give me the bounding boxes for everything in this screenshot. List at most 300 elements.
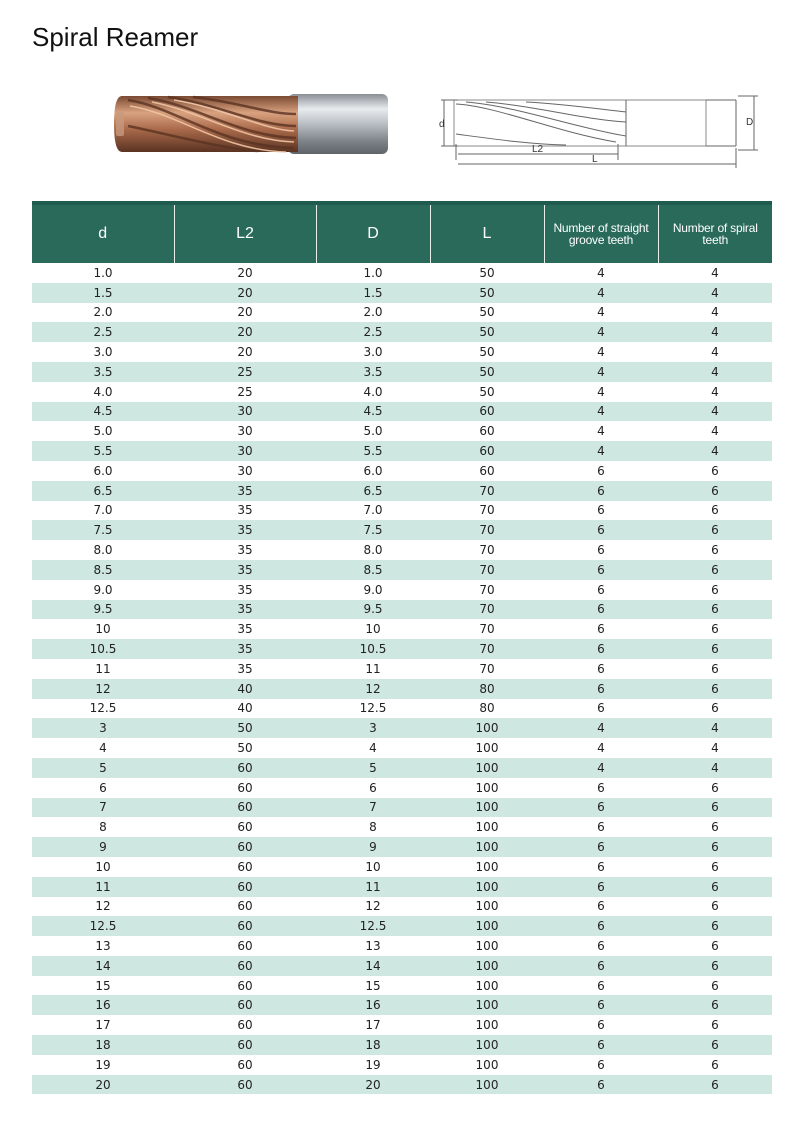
spec-table <box>32 205 772 1094</box>
cell-d: 3.0 <box>32 342 174 362</box>
cell-L2: 20 <box>174 322 316 342</box>
cell-L2: 35 <box>174 580 316 600</box>
table-row <box>32 1075 772 1095</box>
cell-straight-teeth: 6 <box>544 798 658 818</box>
cell-spiral-teeth: 6 <box>658 1035 772 1055</box>
table-row <box>32 738 772 758</box>
spec-table-container <box>32 201 772 1094</box>
table-row <box>32 659 772 679</box>
cell-d: 8.0 <box>32 540 174 560</box>
cell-spiral-teeth: 4 <box>658 342 772 362</box>
cell-D: 15 <box>316 976 430 996</box>
cell-D: 3 <box>316 718 430 738</box>
cell-spiral-teeth: 6 <box>658 798 772 818</box>
cell-spiral-teeth: 6 <box>658 817 772 837</box>
cell-L2: 40 <box>174 679 316 699</box>
cell-D: 17 <box>316 1015 430 1035</box>
cell-straight-teeth: 6 <box>544 520 658 540</box>
cell-d: 14 <box>32 956 174 976</box>
cell-straight-teeth: 6 <box>544 976 658 996</box>
cell-d: 4 <box>32 738 174 758</box>
cell-spiral-teeth: 6 <box>658 639 772 659</box>
table-row <box>32 263 772 283</box>
cell-L2: 60 <box>174 1015 316 1035</box>
cell-L2: 60 <box>174 995 316 1015</box>
cell-L: 70 <box>430 580 544 600</box>
cell-D: 6 <box>316 778 430 798</box>
cell-straight-teeth: 4 <box>544 421 658 441</box>
cell-d: 7 <box>32 798 174 818</box>
table-row <box>32 540 772 560</box>
cell-d: 2.0 <box>32 303 174 323</box>
cell-d: 1.5 <box>32 283 174 303</box>
cell-spiral-teeth: 4 <box>658 382 772 402</box>
table-row <box>32 817 772 837</box>
cell-L: 80 <box>430 679 544 699</box>
cell-L: 100 <box>430 995 544 1015</box>
cell-spiral-teeth: 4 <box>658 758 772 778</box>
cell-d: 4.5 <box>32 402 174 422</box>
cell-L2: 40 <box>174 699 316 719</box>
cell-straight-teeth: 6 <box>544 916 658 936</box>
table-row <box>32 619 772 639</box>
cell-straight-teeth: 6 <box>544 778 658 798</box>
cell-L: 50 <box>430 362 544 382</box>
cell-spiral-teeth: 6 <box>658 679 772 699</box>
table-row <box>32 778 772 798</box>
cell-straight-teeth: 6 <box>544 837 658 857</box>
cell-D: 10 <box>316 857 430 877</box>
cell-straight-teeth: 6 <box>544 956 658 976</box>
cell-straight-teeth: 6 <box>544 1015 658 1035</box>
cell-L: 70 <box>430 560 544 580</box>
cell-d: 3.5 <box>32 362 174 382</box>
cell-L2: 30 <box>174 402 316 422</box>
cell-straight-teeth: 6 <box>544 679 658 699</box>
cell-L: 80 <box>430 699 544 719</box>
cell-d: 12 <box>32 897 174 917</box>
cell-D: 7.5 <box>316 520 430 540</box>
cell-D: 8.5 <box>316 560 430 580</box>
cell-d: 4.0 <box>32 382 174 402</box>
cell-D: 11 <box>316 659 430 679</box>
cell-L2: 35 <box>174 540 316 560</box>
cell-spiral-teeth: 4 <box>658 303 772 323</box>
cell-L: 60 <box>430 441 544 461</box>
cell-spiral-teeth: 6 <box>658 778 772 798</box>
table-row <box>32 758 772 778</box>
cell-D: 2.0 <box>316 303 430 323</box>
cell-d: 10 <box>32 619 174 639</box>
cell-L2: 50 <box>174 738 316 758</box>
table-row <box>32 461 772 481</box>
cell-spiral-teeth: 6 <box>658 520 772 540</box>
header-L: L <box>430 205 544 263</box>
cell-straight-teeth: 4 <box>544 322 658 342</box>
cell-spiral-teeth: 4 <box>658 263 772 283</box>
cell-spiral-teeth: 6 <box>658 659 772 679</box>
cell-L: 50 <box>430 322 544 342</box>
table-row <box>32 897 772 917</box>
cell-D: 9.0 <box>316 580 430 600</box>
cell-L: 50 <box>430 342 544 362</box>
cell-L: 50 <box>430 263 544 283</box>
dim-label-d: d <box>439 119 445 130</box>
cell-D: 5.5 <box>316 441 430 461</box>
cell-L: 60 <box>430 402 544 422</box>
cell-D: 9 <box>316 837 430 857</box>
table-row <box>32 520 772 540</box>
cell-D: 12.5 <box>316 916 430 936</box>
cell-L: 100 <box>430 738 544 758</box>
table-row <box>32 679 772 699</box>
cell-D: 1.0 <box>316 263 430 283</box>
cell-spiral-teeth: 6 <box>658 461 772 481</box>
cell-spiral-teeth: 4 <box>658 441 772 461</box>
cell-L: 70 <box>430 600 544 620</box>
cell-d: 7.5 <box>32 520 174 540</box>
table-row <box>32 402 772 422</box>
cell-spiral-teeth: 4 <box>658 738 772 758</box>
cell-d: 16 <box>32 995 174 1015</box>
cell-d: 2.5 <box>32 322 174 342</box>
cell-spiral-teeth: 6 <box>658 560 772 580</box>
cell-L2: 20 <box>174 342 316 362</box>
cell-spiral-teeth: 6 <box>658 540 772 560</box>
cell-spiral-teeth: 6 <box>658 1075 772 1095</box>
cell-L2: 35 <box>174 659 316 679</box>
cell-D: 6.0 <box>316 461 430 481</box>
cell-L: 70 <box>430 501 544 521</box>
cell-straight-teeth: 6 <box>544 1035 658 1055</box>
table-row <box>32 322 772 342</box>
cell-d: 6 <box>32 778 174 798</box>
cell-spiral-teeth: 4 <box>658 322 772 342</box>
cell-straight-teeth: 6 <box>544 600 658 620</box>
cell-L: 100 <box>430 1055 544 1075</box>
table-row <box>32 303 772 323</box>
cell-L2: 60 <box>174 758 316 778</box>
cell-D: 11 <box>316 877 430 897</box>
cell-D: 2.5 <box>316 322 430 342</box>
cell-D: 12.5 <box>316 699 430 719</box>
cell-L2: 30 <box>174 461 316 481</box>
cell-D: 14 <box>316 956 430 976</box>
table-row <box>32 936 772 956</box>
table-row <box>32 857 772 877</box>
cell-L2: 60 <box>174 817 316 837</box>
table-row <box>32 421 772 441</box>
cell-L: 100 <box>430 1015 544 1035</box>
table-row <box>32 718 772 738</box>
cell-straight-teeth: 6 <box>544 995 658 1015</box>
cell-L: 100 <box>430 817 544 837</box>
cell-L: 70 <box>430 659 544 679</box>
cell-d: 5.5 <box>32 441 174 461</box>
cell-straight-teeth: 6 <box>544 580 658 600</box>
cell-spiral-teeth: 6 <box>658 619 772 639</box>
cell-L: 70 <box>430 520 544 540</box>
cell-d: 10 <box>32 857 174 877</box>
cell-L: 70 <box>430 619 544 639</box>
cell-d: 18 <box>32 1035 174 1055</box>
cell-spiral-teeth: 6 <box>658 600 772 620</box>
table-row <box>32 699 772 719</box>
cell-spiral-teeth: 6 <box>658 481 772 501</box>
header-D: D <box>316 205 430 263</box>
cell-D: 4 <box>316 738 430 758</box>
cell-L: 100 <box>430 1075 544 1095</box>
cell-spiral-teeth: 4 <box>658 718 772 738</box>
cell-d: 1.0 <box>32 263 174 283</box>
cell-L2: 60 <box>174 837 316 857</box>
cell-spiral-teeth: 6 <box>658 580 772 600</box>
cell-L: 100 <box>430 758 544 778</box>
cell-D: 6.5 <box>316 481 430 501</box>
cell-L: 100 <box>430 837 544 857</box>
cell-D: 4.0 <box>316 382 430 402</box>
cell-spiral-teeth: 6 <box>658 976 772 996</box>
cell-d: 12.5 <box>32 916 174 936</box>
cell-L2: 60 <box>174 778 316 798</box>
cell-D: 1.5 <box>316 283 430 303</box>
cell-L: 100 <box>430 718 544 738</box>
cell-d: 12 <box>32 679 174 699</box>
page-title: Spiral Reamer <box>32 22 199 52</box>
cell-D: 5 <box>316 758 430 778</box>
cell-spiral-teeth: 6 <box>658 936 772 956</box>
cell-L2: 35 <box>174 619 316 639</box>
cell-d: 9 <box>32 837 174 857</box>
cell-L2: 35 <box>174 639 316 659</box>
cell-L2: 60 <box>174 877 316 897</box>
table-row <box>32 1015 772 1035</box>
cell-straight-teeth: 4 <box>544 441 658 461</box>
table-row <box>32 956 772 976</box>
cell-straight-teeth: 6 <box>544 1055 658 1075</box>
cell-straight-teeth: 4 <box>544 283 658 303</box>
cell-d: 17 <box>32 1015 174 1035</box>
cell-L2: 35 <box>174 481 316 501</box>
cell-straight-teeth: 6 <box>544 936 658 956</box>
cell-spiral-teeth: 6 <box>658 501 772 521</box>
cell-L2: 30 <box>174 421 316 441</box>
cell-straight-teeth: 6 <box>544 877 658 897</box>
cell-L2: 35 <box>174 501 316 521</box>
table-row <box>32 1035 772 1055</box>
cell-D: 5.0 <box>316 421 430 441</box>
cell-L2: 35 <box>174 600 316 620</box>
cell-spiral-teeth: 6 <box>658 837 772 857</box>
table-row <box>32 580 772 600</box>
header-d: d <box>32 205 174 263</box>
cell-D: 18 <box>316 1035 430 1055</box>
cell-spiral-teeth: 6 <box>658 877 772 897</box>
dim-label-L: L <box>592 154 598 165</box>
cell-D: 10.5 <box>316 639 430 659</box>
cell-D: 3.0 <box>316 342 430 362</box>
cell-L: 50 <box>430 283 544 303</box>
cell-d: 12.5 <box>32 699 174 719</box>
cell-L: 60 <box>430 421 544 441</box>
table-row <box>32 600 772 620</box>
header-L2: L2 <box>174 205 316 263</box>
cell-straight-teeth: 6 <box>544 897 658 917</box>
header-straight-teeth: Number of straight groove teeth <box>544 205 658 263</box>
cell-straight-teeth: 6 <box>544 501 658 521</box>
cell-D: 3.5 <box>316 362 430 382</box>
cell-straight-teeth: 4 <box>544 382 658 402</box>
cell-straight-teeth: 4 <box>544 718 658 738</box>
cell-d: 13 <box>32 936 174 956</box>
table-row <box>32 362 772 382</box>
table-row <box>32 382 772 402</box>
cell-straight-teeth: 6 <box>544 857 658 877</box>
cell-L2: 60 <box>174 976 316 996</box>
table-row <box>32 560 772 580</box>
table-row <box>32 501 772 521</box>
cell-L: 100 <box>430 798 544 818</box>
cell-D: 20 <box>316 1075 430 1095</box>
cell-straight-teeth: 6 <box>544 659 658 679</box>
cell-L2: 60 <box>174 1075 316 1095</box>
cell-d: 6.0 <box>32 461 174 481</box>
cell-straight-teeth: 6 <box>544 461 658 481</box>
cell-spiral-teeth: 4 <box>658 283 772 303</box>
table-row <box>32 798 772 818</box>
cell-L2: 50 <box>174 718 316 738</box>
table-row <box>32 481 772 501</box>
cell-d: 9.5 <box>32 600 174 620</box>
cell-d: 11 <box>32 877 174 897</box>
cell-spiral-teeth: 4 <box>658 362 772 382</box>
table-row <box>32 877 772 897</box>
cell-L2: 60 <box>174 956 316 976</box>
table-row <box>32 995 772 1015</box>
dimension-drawing <box>436 92 766 172</box>
cell-L: 100 <box>430 897 544 917</box>
cell-straight-teeth: 4 <box>544 303 658 323</box>
table-header-row <box>32 205 772 263</box>
cell-straight-teeth: 6 <box>544 1075 658 1095</box>
cell-straight-teeth: 6 <box>544 639 658 659</box>
table-row <box>32 837 772 857</box>
cell-D: 9.5 <box>316 600 430 620</box>
cell-D: 12 <box>316 679 430 699</box>
cell-L2: 60 <box>174 936 316 956</box>
cell-straight-teeth: 4 <box>544 402 658 422</box>
cell-d: 20 <box>32 1075 174 1095</box>
cell-d: 8.5 <box>32 560 174 580</box>
cell-D: 16 <box>316 995 430 1015</box>
cell-L: 100 <box>430 1035 544 1055</box>
cell-L: 50 <box>430 303 544 323</box>
cell-D: 8 <box>316 817 430 837</box>
cell-D: 13 <box>316 936 430 956</box>
cell-D: 8.0 <box>316 540 430 560</box>
cell-straight-teeth: 4 <box>544 758 658 778</box>
cell-L: 50 <box>430 382 544 402</box>
cell-L: 70 <box>430 540 544 560</box>
cell-d: 5.0 <box>32 421 174 441</box>
cell-L: 100 <box>430 857 544 877</box>
cell-L: 100 <box>430 916 544 936</box>
cell-straight-teeth: 6 <box>544 540 658 560</box>
cell-straight-teeth: 6 <box>544 817 658 837</box>
table-row <box>32 441 772 461</box>
cell-D: 19 <box>316 1055 430 1075</box>
cell-L2: 20 <box>174 263 316 283</box>
cell-d: 7.0 <box>32 501 174 521</box>
cell-d: 10.5 <box>32 639 174 659</box>
cell-d: 3 <box>32 718 174 738</box>
cell-d: 15 <box>32 976 174 996</box>
cell-L2: 60 <box>174 1035 316 1055</box>
cell-spiral-teeth: 4 <box>658 421 772 441</box>
cell-straight-teeth: 4 <box>544 738 658 758</box>
dim-label-D: D <box>746 117 754 128</box>
cell-straight-teeth: 6 <box>544 699 658 719</box>
cell-d: 5 <box>32 758 174 778</box>
cell-spiral-teeth: 6 <box>658 995 772 1015</box>
cell-straight-teeth: 6 <box>544 619 658 639</box>
cell-L2: 60 <box>174 1055 316 1075</box>
cell-L: 100 <box>430 956 544 976</box>
cell-L2: 60 <box>174 897 316 917</box>
cell-L: 60 <box>430 461 544 481</box>
table-row <box>32 342 772 362</box>
cell-spiral-teeth: 6 <box>658 1055 772 1075</box>
cell-spiral-teeth: 6 <box>658 916 772 936</box>
table-row <box>32 1055 772 1075</box>
cell-D: 7 <box>316 798 430 818</box>
cell-L2: 35 <box>174 560 316 580</box>
table-row <box>32 976 772 996</box>
cell-straight-teeth: 6 <box>544 560 658 580</box>
dim-label-L2: L2 <box>532 144 544 155</box>
cell-L2: 20 <box>174 283 316 303</box>
cell-L2: 25 <box>174 382 316 402</box>
cell-d: 6.5 <box>32 481 174 501</box>
cell-L: 70 <box>430 481 544 501</box>
cell-spiral-teeth: 4 <box>658 402 772 422</box>
cell-straight-teeth: 4 <box>544 362 658 382</box>
cell-D: 4.5 <box>316 402 430 422</box>
cell-L: 70 <box>430 639 544 659</box>
cell-L: 100 <box>430 936 544 956</box>
table-row <box>32 639 772 659</box>
cell-D: 12 <box>316 897 430 917</box>
cell-straight-teeth: 6 <box>544 481 658 501</box>
cell-L: 100 <box>430 877 544 897</box>
cell-spiral-teeth: 6 <box>658 699 772 719</box>
table-row <box>32 916 772 936</box>
cell-spiral-teeth: 6 <box>658 857 772 877</box>
cell-L: 100 <box>430 976 544 996</box>
cell-straight-teeth: 4 <box>544 263 658 283</box>
header-spiral-teeth: Number of spiral teeth <box>658 205 772 263</box>
cell-L: 100 <box>430 778 544 798</box>
cell-L2: 20 <box>174 303 316 323</box>
cell-d: 19 <box>32 1055 174 1075</box>
cell-L2: 35 <box>174 520 316 540</box>
cell-d: 8 <box>32 817 174 837</box>
cell-L2: 60 <box>174 857 316 877</box>
cell-L2: 30 <box>174 441 316 461</box>
cell-spiral-teeth: 6 <box>658 956 772 976</box>
cell-L2: 60 <box>174 798 316 818</box>
cell-spiral-teeth: 6 <box>658 1015 772 1035</box>
